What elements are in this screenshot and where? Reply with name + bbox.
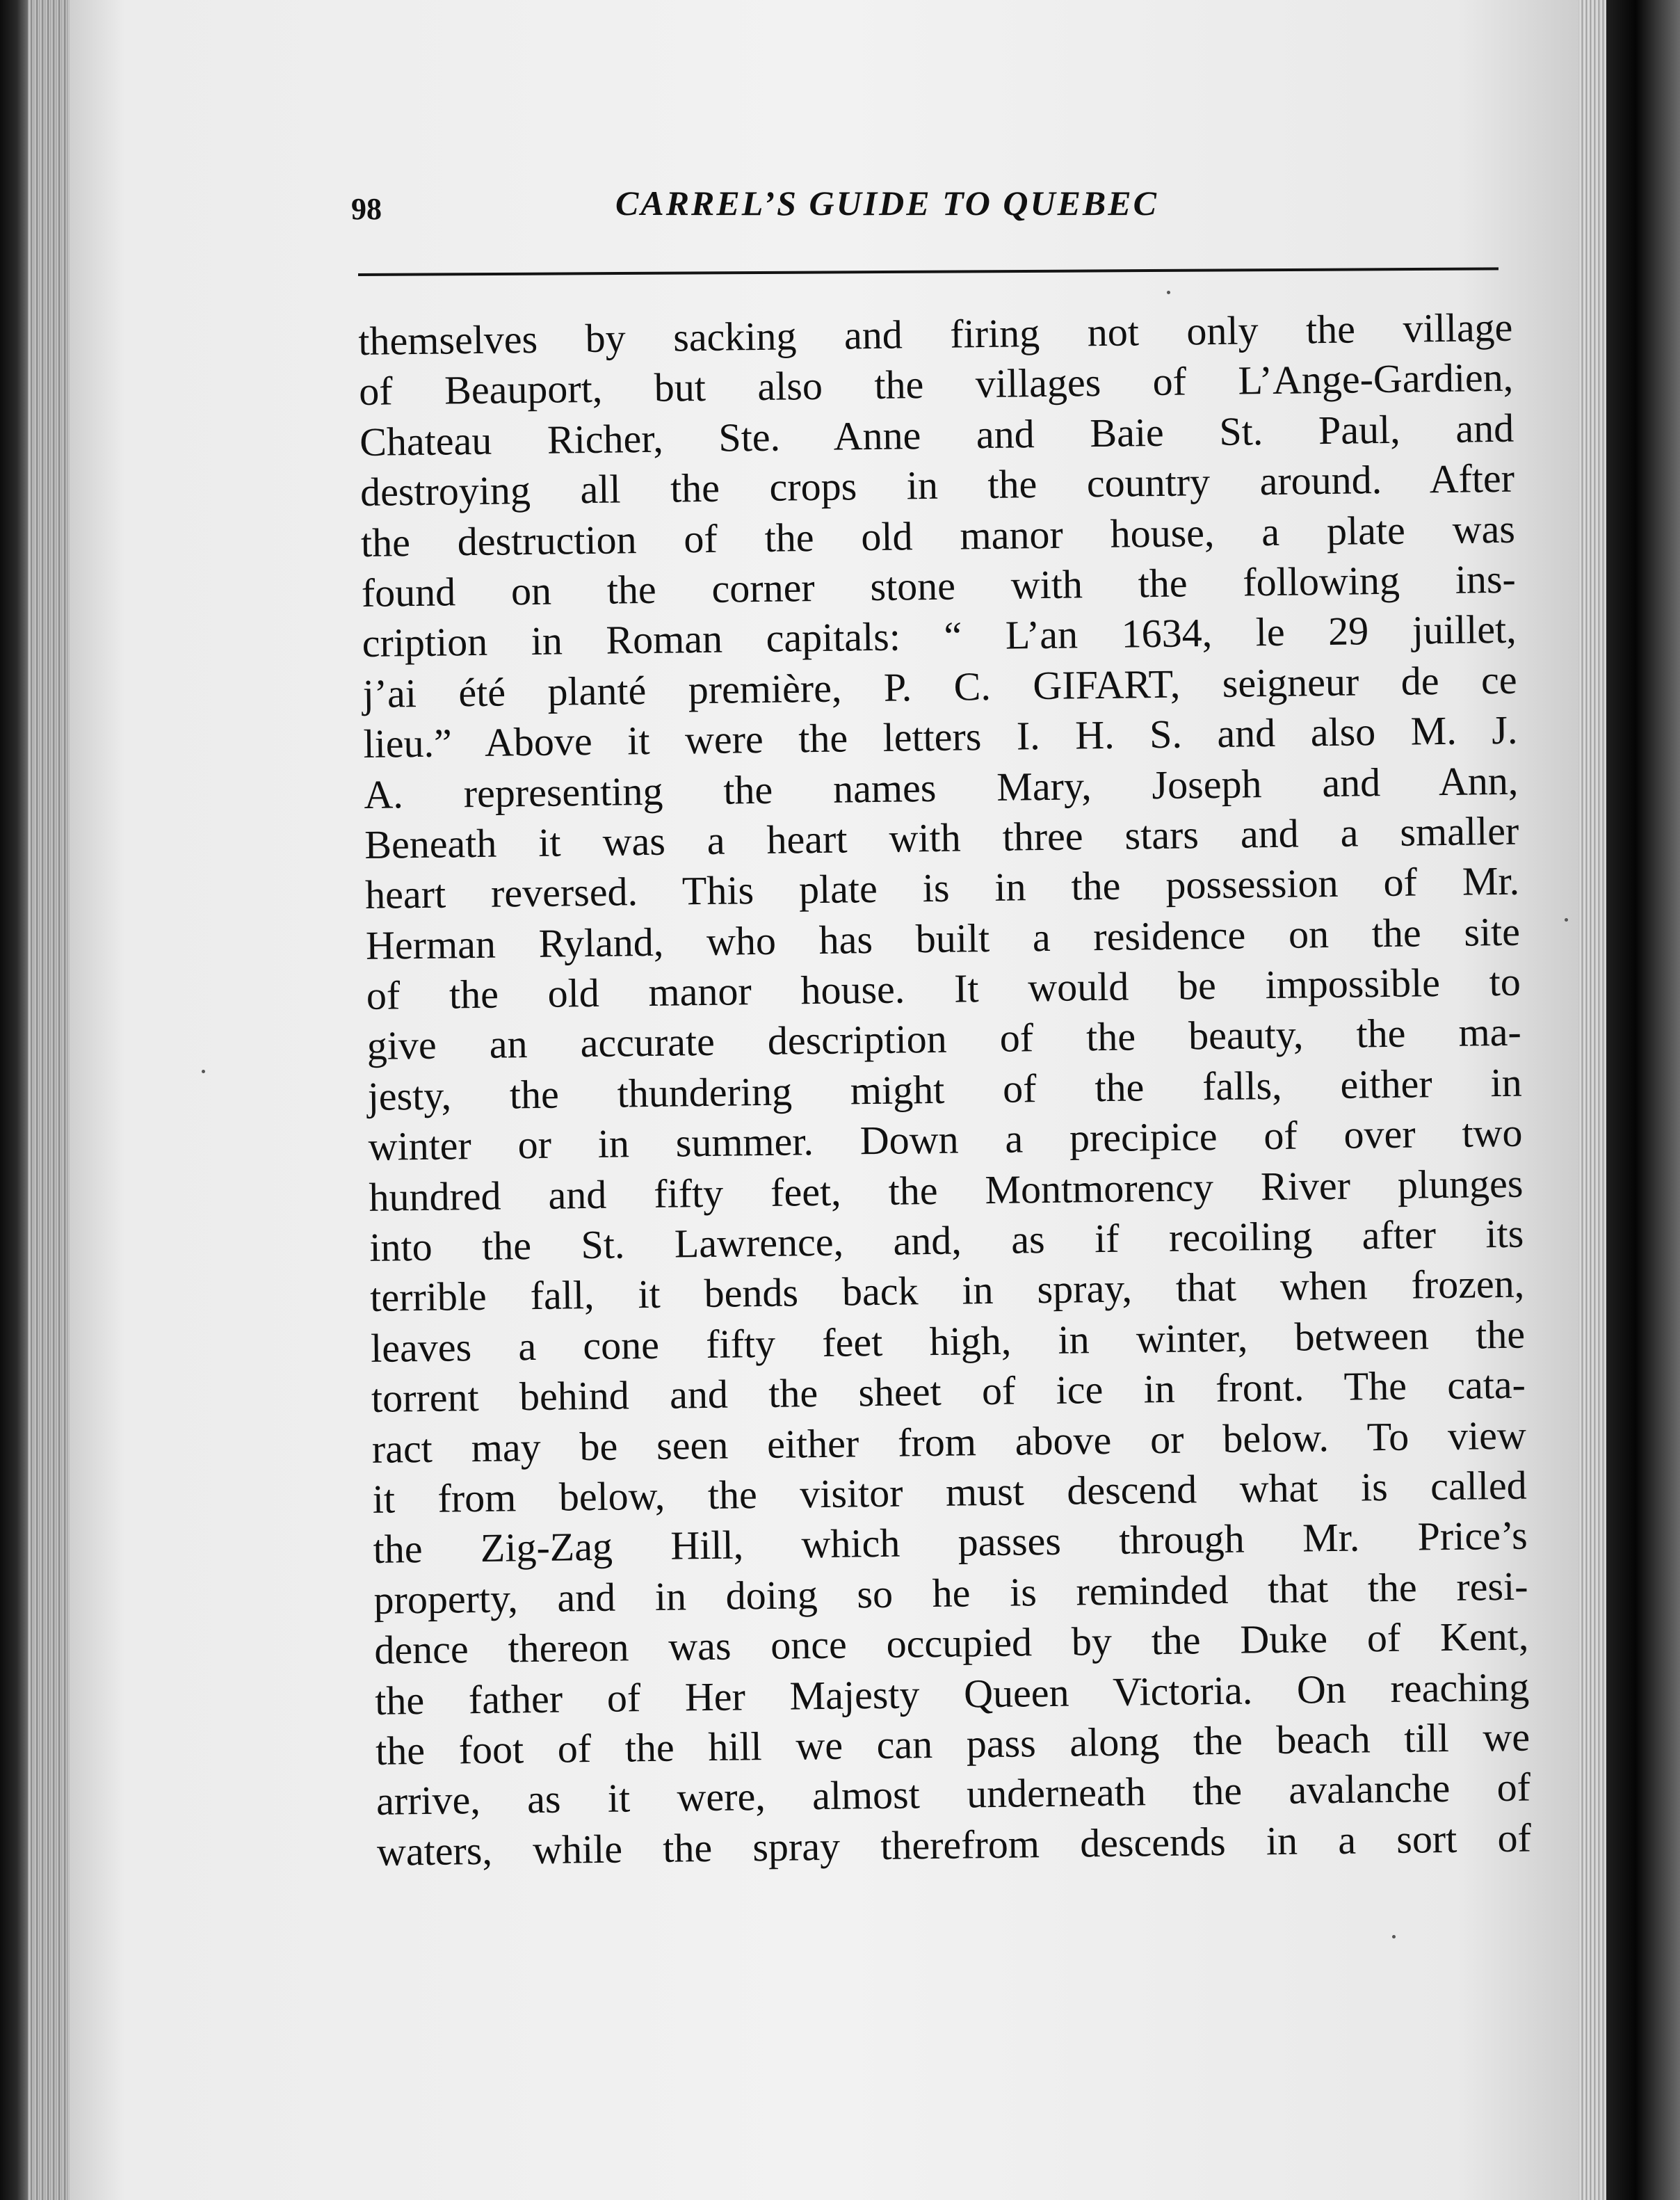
page-number: 98 (351, 192, 382, 226)
text-line: property, and in doing so he is reminded that the resi- (373, 1563, 1528, 1623)
text-line: give an accurate description of the beauty, the ma- (366, 1009, 1522, 1069)
text-line: j’ai été planté première, P. C. GIFART, seigneur de ce (362, 657, 1517, 716)
page-header (351, 177, 1505, 233)
page-edges-right (1578, 0, 1606, 2200)
paper-speck (1392, 1935, 1396, 1938)
text-line: hundred and fifty feet, the Montmorency River plunges (369, 1160, 1524, 1220)
text-line: ract may be seen either from above or below. To view (371, 1412, 1527, 1472)
text-line: the foot of the hill we can pass along the beach till we (375, 1714, 1530, 1774)
text-line: into the St. Lawrence, and, as if recoiling after its (369, 1210, 1524, 1270)
text-line: A. representing the names Mary, Joseph and Ann, (363, 757, 1519, 817)
text-line: arrive, as it were, almost underneath the avalanche of (375, 1764, 1531, 1824)
text-line: Herman Ryland, who has built a residence on the site (365, 908, 1521, 968)
text-line: leaves a cone fifty feet high, in winter, between the (370, 1311, 1526, 1371)
text-line: jesty, the thundering might of the falls, either in (367, 1059, 1522, 1119)
scan-left-border (0, 0, 28, 2200)
text-line: heart reversed. This plate is in the possession of Mr. (364, 858, 1520, 918)
text-line: it from below, the visitor must descend what is called (372, 1462, 1528, 1522)
text-line: the destruction of the old manor house, a plate was (360, 506, 1516, 565)
text-line: waters, while the spray therefrom descends in a sort of (376, 1815, 1532, 1874)
text-line: cription in Roman capitals: “ L’an 1634, le 29 juillet, (362, 607, 1517, 666)
text-line: found on the corner stone with the following ins- (361, 556, 1517, 616)
book-binding (1606, 0, 1680, 2200)
text-line: winter or in summer. Down a precipice of over two (368, 1109, 1523, 1170)
text-line: Chateau Richer, Ste. Anne and Baie St. Paul, and (359, 405, 1515, 465)
text-line: the father of Her Majesty Queen Victoria. On reaching (374, 1664, 1530, 1724)
text-line: themselves by sacking and firing not only the village (358, 304, 1513, 364)
text-line: terrible fall, it bends back in spray, that when frozen, (369, 1261, 1525, 1321)
body-text (358, 303, 1531, 1877)
text-line: Beneath it was a heart with three stars and a smaller (364, 808, 1519, 867)
page-edges-left (28, 0, 70, 2200)
running-title: CARREL’S GUIDE TO QUEBEC (615, 184, 1158, 223)
text-line: torrent behind and the sheet of ice in front. The cata- (371, 1361, 1526, 1422)
text-line: the Zig-Zag Hill, which passes through Mr. Price’s (373, 1512, 1528, 1573)
text-line: of Beauport, but also the villages of L’Ange-Gardien, (358, 355, 1514, 415)
text-line: dence thereon was once occupied by the Duke of Kent, (374, 1613, 1529, 1673)
paper-speck (202, 1070, 205, 1073)
text-line: destroying all the crops in the country around. After (360, 455, 1515, 515)
paper-speck (1565, 918, 1568, 922)
paper-speck (1167, 291, 1170, 294)
text-line: of the old manor house. It would be impossible to (366, 958, 1521, 1019)
text-line: lieu.” Above it were the letters I. H. S. and also M. J. (363, 707, 1518, 767)
